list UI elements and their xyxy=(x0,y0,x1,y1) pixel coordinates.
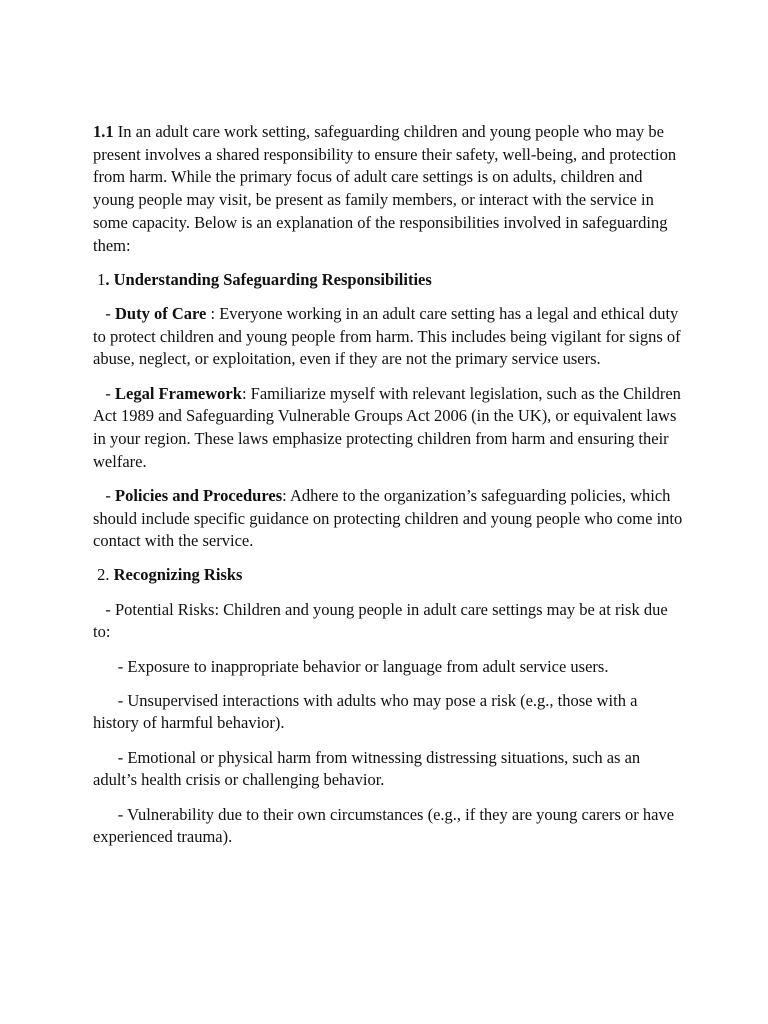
risk-item: - Exposure to inappropriate behavior or language from adult service users. xyxy=(93,656,609,676)
document-page xyxy=(93,121,683,860)
policies-paragraph xyxy=(93,485,683,553)
duty-of-care-term: Duty of Care xyxy=(115,303,207,323)
legal-framework-text: : Familiarize myself with relevant legislation, such as the Children Act 1989 and Safeguarding Vulnerable Groups Act 2006 (in the UK), or equivalent laws in your region. These laws emphasize protecting children from harm and ensuring their welfare. xyxy=(93,383,681,471)
section-2-heading xyxy=(93,564,683,587)
legal-framework-lead: - xyxy=(93,383,115,403)
legal-framework-term: Legal Framework xyxy=(115,383,242,403)
duty-of-care-text: : Everyone working in an adult care setting has a legal and ethical duty to protect children and young people from harm. This includes being vigilant for signs of abuse, neglect, or exploitation, even if they are not the primary service users. xyxy=(93,303,681,369)
section-2-title: Recognizing Risks xyxy=(113,565,243,585)
policies-text: : Adhere to the organization’s safeguarding policies, which should include specific guidance on protecting children and young people who come into contact with the service. xyxy=(93,485,683,551)
section-1-title: . Understanding Safeguarding Responsibilities xyxy=(105,269,432,289)
risk-item: - Vulnerability due to their own circumstances (e.g., if they are young carers or have experienced trauma). xyxy=(93,804,679,847)
section-1-prefix: 1 xyxy=(93,269,106,289)
duty-of-care-paragraph xyxy=(93,303,683,371)
policies-lead: - xyxy=(93,485,115,505)
intro-paragraph xyxy=(93,121,683,257)
risk-item: - Emotional or physical harm from witnessing distressing situations, such as an adult’s health crisis or challenging behavior. xyxy=(93,747,645,790)
intro-text: In an adult care work setting, safeguarding children and young people who may be present involves a shared responsibility to ensure their safety, well-being, and protection from harm. While the primary focus of adult care settings is on adults, children and young people may visit, be present as family members, or interact with the service in some capacity. Below is an explanation of the responsibilities involved in safeguarding them: xyxy=(93,122,677,255)
section-1-heading xyxy=(93,269,683,292)
section-2-prefix: 2. xyxy=(93,565,114,585)
duty-of-care-lead: - xyxy=(93,303,115,323)
policies-term: Policies and Procedures xyxy=(115,485,283,505)
potential-risks-paragraph: - Potential Risks: Children and young people in adult care settings may be at risk due to: xyxy=(93,599,672,642)
intro-number: 1.1 xyxy=(93,122,114,141)
risk-item: - Unsupervised interactions with adults who may pose a risk (e.g., those with a history of harmful behavior). xyxy=(93,690,642,733)
legal-framework-paragraph xyxy=(93,383,683,474)
